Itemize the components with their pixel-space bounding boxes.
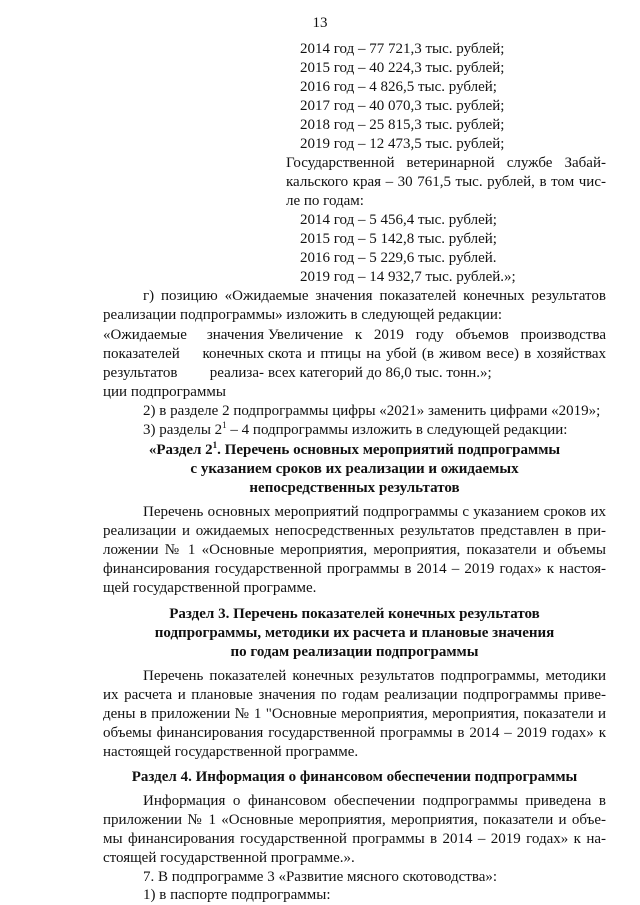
body-line: стоящей государственной программе.». [103, 850, 355, 866]
item-7: 7. В подпрограмме 3 «Развитие мясного скотоводства»: [143, 869, 498, 885]
table-left-line: показателей конечных [103, 346, 264, 362]
table-right-line: скота и птицы на убой (в живом весе) в хозяйствах [268, 346, 606, 362]
body-line: щей государственной программе. [103, 580, 317, 596]
body-line: объемы финансирования государственной программы в 2014 – 2019 годах» к [103, 725, 606, 741]
funding-line: 2019 год – 12 473,5 тыс. рублей; [300, 136, 505, 152]
section-title: Раздел 4. Информация о финансовом обеспечении подпрограммы [131, 769, 578, 785]
section-title: с указанием сроков их реализации и ожидаемых [190, 461, 519, 477]
body-line: мы финансирования государственной программы в 2014 – 2019 годах» к на- [103, 831, 606, 847]
table-left-line: «Ожидаемые значения [103, 327, 264, 343]
body-line: ложении № 1 «Основные мероприятия, мероприятия, показатели и объемы [103, 542, 606, 558]
section-title: «Раздел $2^1$. Перечень основных мероприятий подпрограммы [148, 440, 561, 458]
section-title: Раздел 3. Перечень показателей конечных результатов [169, 606, 540, 622]
page-number: 13 [312, 15, 328, 31]
item-3: 3) разделы $2^1 - 4$ подпрограммы изложить в следующей редакции: [143, 420, 568, 438]
vet-service-line: ле по годам: [286, 193, 364, 209]
vet-service-line: Государственной ветеринарной службе Забай- [286, 155, 606, 171]
funding-line: 2019 год – 14 932,7 тыс. рублей.»; [300, 269, 516, 285]
item-7-1: 1) в паспорте подпрограммы: [143, 887, 331, 903]
funding-line: 2015 год – 5 142,8 тыс. рублей; [300, 231, 497, 247]
body-line: дены в приложении № 1 "Основные мероприятия, мероприятия, показатели и [103, 706, 606, 722]
section-title: подпрограммы, методики их расчета и плановые значения [154, 625, 555, 641]
funding-line: 2016 год – 5 229,6 тыс. рублей. [300, 250, 497, 266]
item-2: 2) в разделе 2 подпрограммы цифры «2021» заменить цифрами «2019»; [143, 403, 601, 419]
funding-line: 2015 год – 40 224,3 тыс. рублей; [300, 60, 505, 76]
body-line: настоящей государственной программе. [103, 744, 359, 760]
table-left-line: ции подпрограммы [103, 384, 226, 400]
table-right-line: всех категорий до 86,0 тыс. тонн.»; [268, 365, 492, 381]
funding-line: 2018 год – 25 815,3 тыс. рублей; [300, 117, 505, 133]
body-line: Перечень основных мероприятий подпрограммы с указанием сроков их [143, 504, 606, 520]
funding-line: 2014 год – 77 721,3 тыс. рублей; [300, 41, 505, 57]
body-line: Информация о финансовом обеспечении подпрограммы приведена в [143, 793, 606, 809]
table-left-line: результатов реализа- [103, 365, 264, 381]
section-title: непосредственных результатов [249, 480, 460, 496]
item-g-line: реализации подпрограммы» изложить в следующей редакции: [103, 307, 503, 323]
item-g-line: г) позицию «Ожидаемые значения показателей конечных результатов [143, 288, 606, 304]
body-line: их расчета и плановые значения по годам реализации подпрограммы приве- [103, 687, 606, 703]
table-right-line: Увеличение к 2019 году объемов производства [268, 327, 606, 343]
body-line: финансирования государственной программы в 2014 – 2019 годах» к настоя- [103, 561, 606, 577]
body-line: Перечень показателей конечных результатов подпрограммы, методики [143, 668, 606, 684]
section-title: по годам реализации подпрограммы [230, 644, 479, 660]
body-line: приложении № 1 «Основные мероприятия, мероприятия, показатели и объе- [103, 812, 606, 828]
funding-line: 2017 год – 40 070,3 тыс. рублей; [300, 98, 505, 114]
funding-line: 2014 год – 5 456,4 тыс. рублей; [300, 212, 497, 228]
vet-service-line: кальского края – 30 761,5 тыс. рублей, в том чис- [286, 174, 606, 190]
body-line: реализации и ожидаемых непосредственных результатов представлен в при- [103, 523, 606, 539]
funding-line: 2016 год – 4 826,5 тыс. рублей; [300, 79, 497, 95]
